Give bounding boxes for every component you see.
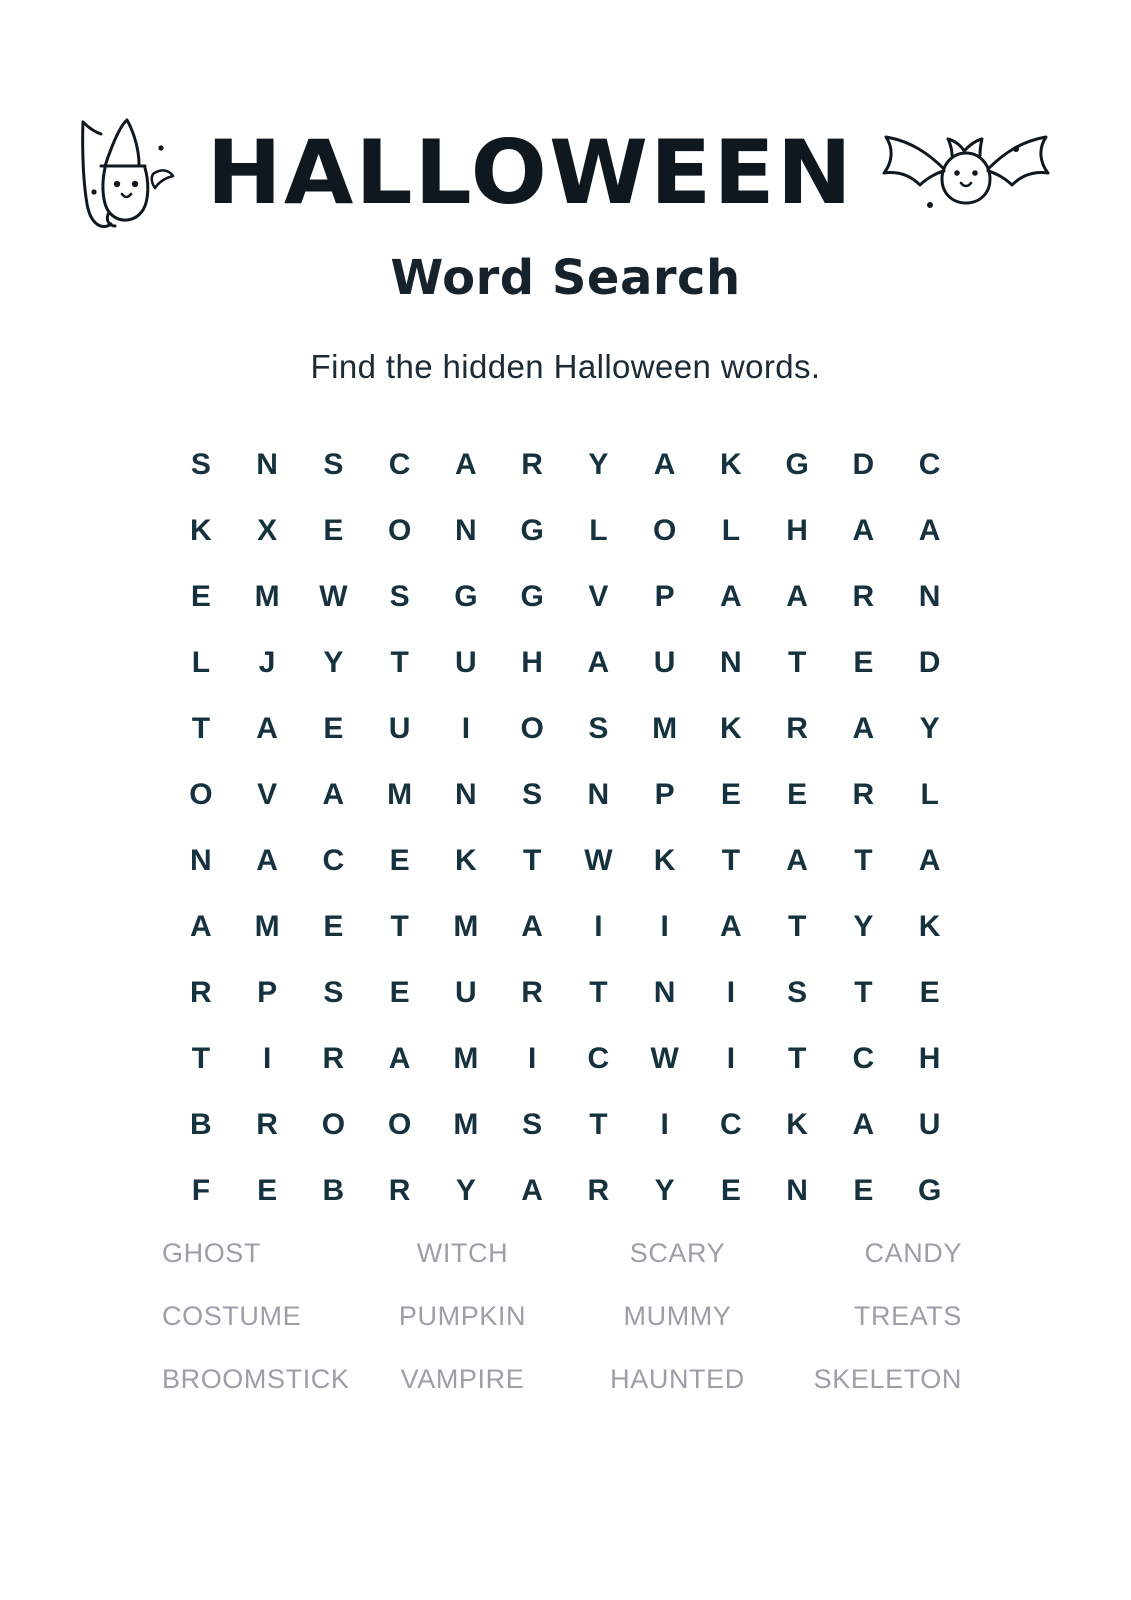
grid-cell[interactable]: O <box>387 1108 412 1141</box>
grid-cell[interactable]: I <box>660 1108 670 1141</box>
grid-cell[interactable]: Y <box>455 1174 477 1207</box>
grid-cell[interactable]: N <box>918 580 941 613</box>
word-list-item: SCARY <box>629 1238 726 1268</box>
grid-cell[interactable]: A <box>521 1174 544 1207</box>
grid-cell[interactable]: P <box>654 580 676 613</box>
grid-cell[interactable]: A <box>720 580 743 613</box>
grid-cell[interactable]: L <box>589 514 609 547</box>
grid-cell[interactable]: K <box>720 712 743 745</box>
word-list-item: VAMPIRE <box>400 1364 525 1394</box>
grid-cell[interactable]: A <box>786 580 809 613</box>
grid-cell[interactable]: G <box>520 580 545 613</box>
word-list-item: COSTUME <box>162 1301 302 1331</box>
word-list-item: CANDY <box>864 1238 962 1268</box>
grid-cell[interactable]: H <box>786 514 809 547</box>
grid-cell[interactable]: E <box>190 580 212 613</box>
grid-cell[interactable]: A <box>852 514 875 547</box>
grid-cell[interactable]: S <box>522 778 543 811</box>
grid-cell[interactable]: O <box>387 514 412 547</box>
grid-cell[interactable]: R <box>322 1042 345 1075</box>
grid-cell[interactable]: T <box>787 646 807 679</box>
grid-cell[interactable]: T <box>787 1042 807 1075</box>
grid-cell[interactable]: T <box>787 910 807 943</box>
grid-cell[interactable]: R <box>852 580 875 613</box>
grid-cell[interactable]: W <box>584 844 614 877</box>
grid-cell[interactable]: N <box>786 1174 809 1207</box>
grid-cell[interactable]: X <box>257 514 278 547</box>
grid-cell[interactable]: N <box>190 844 213 877</box>
grid-cell[interactable]: G <box>917 1174 942 1207</box>
grid-cell[interactable]: A <box>256 844 279 877</box>
grid-cell[interactable]: S <box>522 1108 543 1141</box>
grid-cell[interactable]: A <box>521 910 544 943</box>
grid-cell[interactable]: C <box>388 448 411 481</box>
grid-cell[interactable]: I <box>527 1042 537 1075</box>
grid-cell[interactable]: E <box>389 976 411 1009</box>
grid-cell[interactable]: N <box>455 778 478 811</box>
grid-cell[interactable]: K <box>190 514 213 547</box>
grid-cell[interactable]: T <box>522 844 542 877</box>
grid-cell[interactable]: D <box>852 448 875 481</box>
page-subtitle: Word Search <box>390 250 741 306</box>
grid-cell[interactable]: U <box>455 646 478 679</box>
grid-cell[interactable]: N <box>587 778 610 811</box>
grid-cell[interactable]: L <box>721 514 741 547</box>
grid-cell[interactable]: C <box>587 1042 610 1075</box>
grid-cell[interactable]: J <box>258 646 276 679</box>
grid-cell[interactable]: U <box>918 1108 941 1141</box>
grid-cell[interactable]: T <box>191 712 211 745</box>
grid-cell[interactable]: P <box>257 976 278 1009</box>
witch-cat-icon <box>65 108 195 238</box>
grid-cell[interactable]: R <box>388 1174 411 1207</box>
grid-cell[interactable]: A <box>918 514 941 547</box>
grid-cell[interactable]: A <box>786 844 809 877</box>
grid-cell[interactable]: T <box>721 844 741 877</box>
grid-cell[interactable]: U <box>388 712 411 745</box>
word-list-item: WITCH <box>416 1238 509 1268</box>
grid-cell[interactable]: M <box>652 712 678 745</box>
grid-cell[interactable]: A <box>256 712 279 745</box>
word-list <box>140 1238 1000 1395</box>
grid-cell[interactable]: A <box>852 1108 875 1141</box>
grid-cell[interactable]: A <box>322 778 345 811</box>
grid-cell[interactable]: M <box>254 580 281 613</box>
grid-cell[interactable]: E <box>919 976 941 1009</box>
grid-cell[interactable]: E <box>323 712 344 745</box>
grid-cell[interactable]: G <box>454 580 479 613</box>
grid-cell[interactable]: S <box>323 976 344 1009</box>
grid-cell[interactable]: E <box>323 910 344 943</box>
grid-cell[interactable]: K <box>918 910 941 943</box>
grid-cell[interactable]: I <box>461 712 471 745</box>
grid-cell[interactable]: A <box>720 910 743 943</box>
grid-cell[interactable]: A <box>388 1042 411 1075</box>
word-list-item: MUMMY <box>623 1301 732 1331</box>
grid-cell[interactable]: R <box>190 976 213 1009</box>
grid-cell[interactable]: R <box>521 976 544 1009</box>
grid-cell[interactable]: I <box>726 976 736 1009</box>
grid-cell[interactable]: I <box>660 910 670 943</box>
grid-cell[interactable]: N <box>720 646 743 679</box>
grid-cell[interactable]: K <box>653 844 676 877</box>
grid-cell[interactable]: K <box>786 1108 809 1141</box>
word-list-item: SKELETON <box>813 1364 962 1394</box>
grid-cell[interactable]: S <box>389 580 411 613</box>
grid-cell[interactable]: A <box>455 448 478 481</box>
word-list-item: TREATS <box>853 1301 962 1331</box>
grid-cell[interactable]: Y <box>919 712 941 745</box>
grid-cell[interactable]: A <box>918 844 941 877</box>
grid-cell[interactable]: T <box>390 910 410 943</box>
grid-cell[interactable]: T <box>854 844 874 877</box>
grid-cell[interactable]: K <box>455 844 478 877</box>
grid-cell[interactable]: N <box>256 448 279 481</box>
grid-cell[interactable]: S <box>323 448 344 481</box>
grid-cell[interactable]: C <box>322 844 345 877</box>
grid-cell[interactable]: E <box>257 1174 278 1207</box>
grid-cell[interactable]: T <box>854 976 874 1009</box>
instructions-text: Find the hidden Halloween words. <box>310 348 821 385</box>
grid-cell[interactable]: B <box>190 1108 213 1141</box>
grid-cell[interactable]: P <box>654 778 676 811</box>
grid-cell[interactable]: Y <box>323 646 344 679</box>
grid-cell[interactable]: B <box>322 1174 345 1207</box>
grid-cell[interactable]: G <box>785 448 810 481</box>
grid-cell[interactable]: U <box>455 976 478 1009</box>
grid-cell[interactable]: I <box>726 1042 736 1075</box>
grid-cell[interactable]: I <box>594 910 604 943</box>
grid-cell[interactable]: E <box>389 844 411 877</box>
grid-cell[interactable]: C <box>918 448 941 481</box>
grid-cell[interactable]: H <box>918 1042 941 1075</box>
grid-cell[interactable]: T <box>191 1042 211 1075</box>
grid-cell[interactable]: A <box>852 712 875 745</box>
grid-cell[interactable]: R <box>256 1108 279 1141</box>
grid-cell[interactable]: W <box>319 580 349 613</box>
grid-cell[interactable]: S <box>190 448 212 481</box>
grid-cell[interactable]: R <box>521 448 544 481</box>
grid-cell[interactable]: M <box>387 778 413 811</box>
grid-cell[interactable]: E <box>853 1174 874 1207</box>
word-list-item: HAUNTED <box>610 1364 745 1394</box>
word-list-item: BROOMSTICK <box>162 1364 350 1394</box>
word-list-item: PUMPKIN <box>398 1301 527 1331</box>
grid-cell[interactable]: L <box>191 646 211 679</box>
title-row <box>0 108 1131 238</box>
grid-cell[interactable]: N <box>653 976 676 1009</box>
grid-cell[interactable]: E <box>853 646 874 679</box>
bat-icon <box>866 113 1066 233</box>
word-list-item: GHOST <box>162 1238 262 1268</box>
grid-cell[interactable]: N <box>455 514 478 547</box>
grid-cell[interactable]: T <box>589 976 609 1009</box>
grid-cell[interactable]: V <box>588 580 609 613</box>
grid-cell[interactable]: H <box>521 646 544 679</box>
grid-cell[interactable]: F <box>191 1174 211 1207</box>
page-title: HALLOWEEN <box>206 121 855 224</box>
grid-cell[interactable]: D <box>918 646 941 679</box>
grid-cell[interactable]: M <box>453 910 479 943</box>
grid-cell[interactable]: G <box>520 514 545 547</box>
grid-cell[interactable]: T <box>589 1108 609 1141</box>
grid-cell[interactable]: C <box>720 1108 743 1141</box>
grid-cell[interactable]: T <box>390 646 410 679</box>
grid-cell[interactable]: E <box>720 778 742 811</box>
grid-cell[interactable]: R <box>587 1174 610 1207</box>
grid-cell[interactable]: S <box>787 976 808 1009</box>
grid-cell[interactable]: M <box>453 1042 479 1075</box>
grid-cell[interactable]: U <box>653 646 676 679</box>
grid-cell[interactable]: R <box>786 712 809 745</box>
grid-cell[interactable]: O <box>189 778 214 811</box>
grid-cell[interactable]: E <box>787 778 808 811</box>
grid-cell[interactable]: E <box>720 1174 742 1207</box>
grid-cell[interactable]: I <box>262 1042 272 1075</box>
grid-cell[interactable]: S <box>588 712 609 745</box>
grid-cell[interactable]: K <box>720 448 743 481</box>
grid-cell[interactable]: E <box>323 514 344 547</box>
grid-cell[interactable]: Y <box>853 910 874 943</box>
grid-cell[interactable]: M <box>453 1108 479 1141</box>
grid-cell[interactable]: R <box>852 778 875 811</box>
grid-cell[interactable]: L <box>920 778 940 811</box>
grid-cell[interactable]: A <box>190 910 213 943</box>
grid-cell[interactable]: C <box>852 1042 875 1075</box>
grid-cell[interactable]: O <box>520 712 545 745</box>
grid-cell[interactable]: M <box>254 910 281 943</box>
grid-cell[interactable]: Y <box>654 1174 676 1207</box>
grid-cell[interactable]: A <box>587 646 610 679</box>
grid-cell[interactable]: W <box>650 1042 680 1075</box>
grid-cell[interactable]: V <box>257 778 278 811</box>
grid-cell[interactable]: O <box>652 514 677 547</box>
grid-cell[interactable]: A <box>653 448 676 481</box>
grid-cell[interactable]: Y <box>588 448 609 481</box>
letter-grid[interactable] <box>168 432 963 1224</box>
grid-cell[interactable]: O <box>321 1108 346 1141</box>
